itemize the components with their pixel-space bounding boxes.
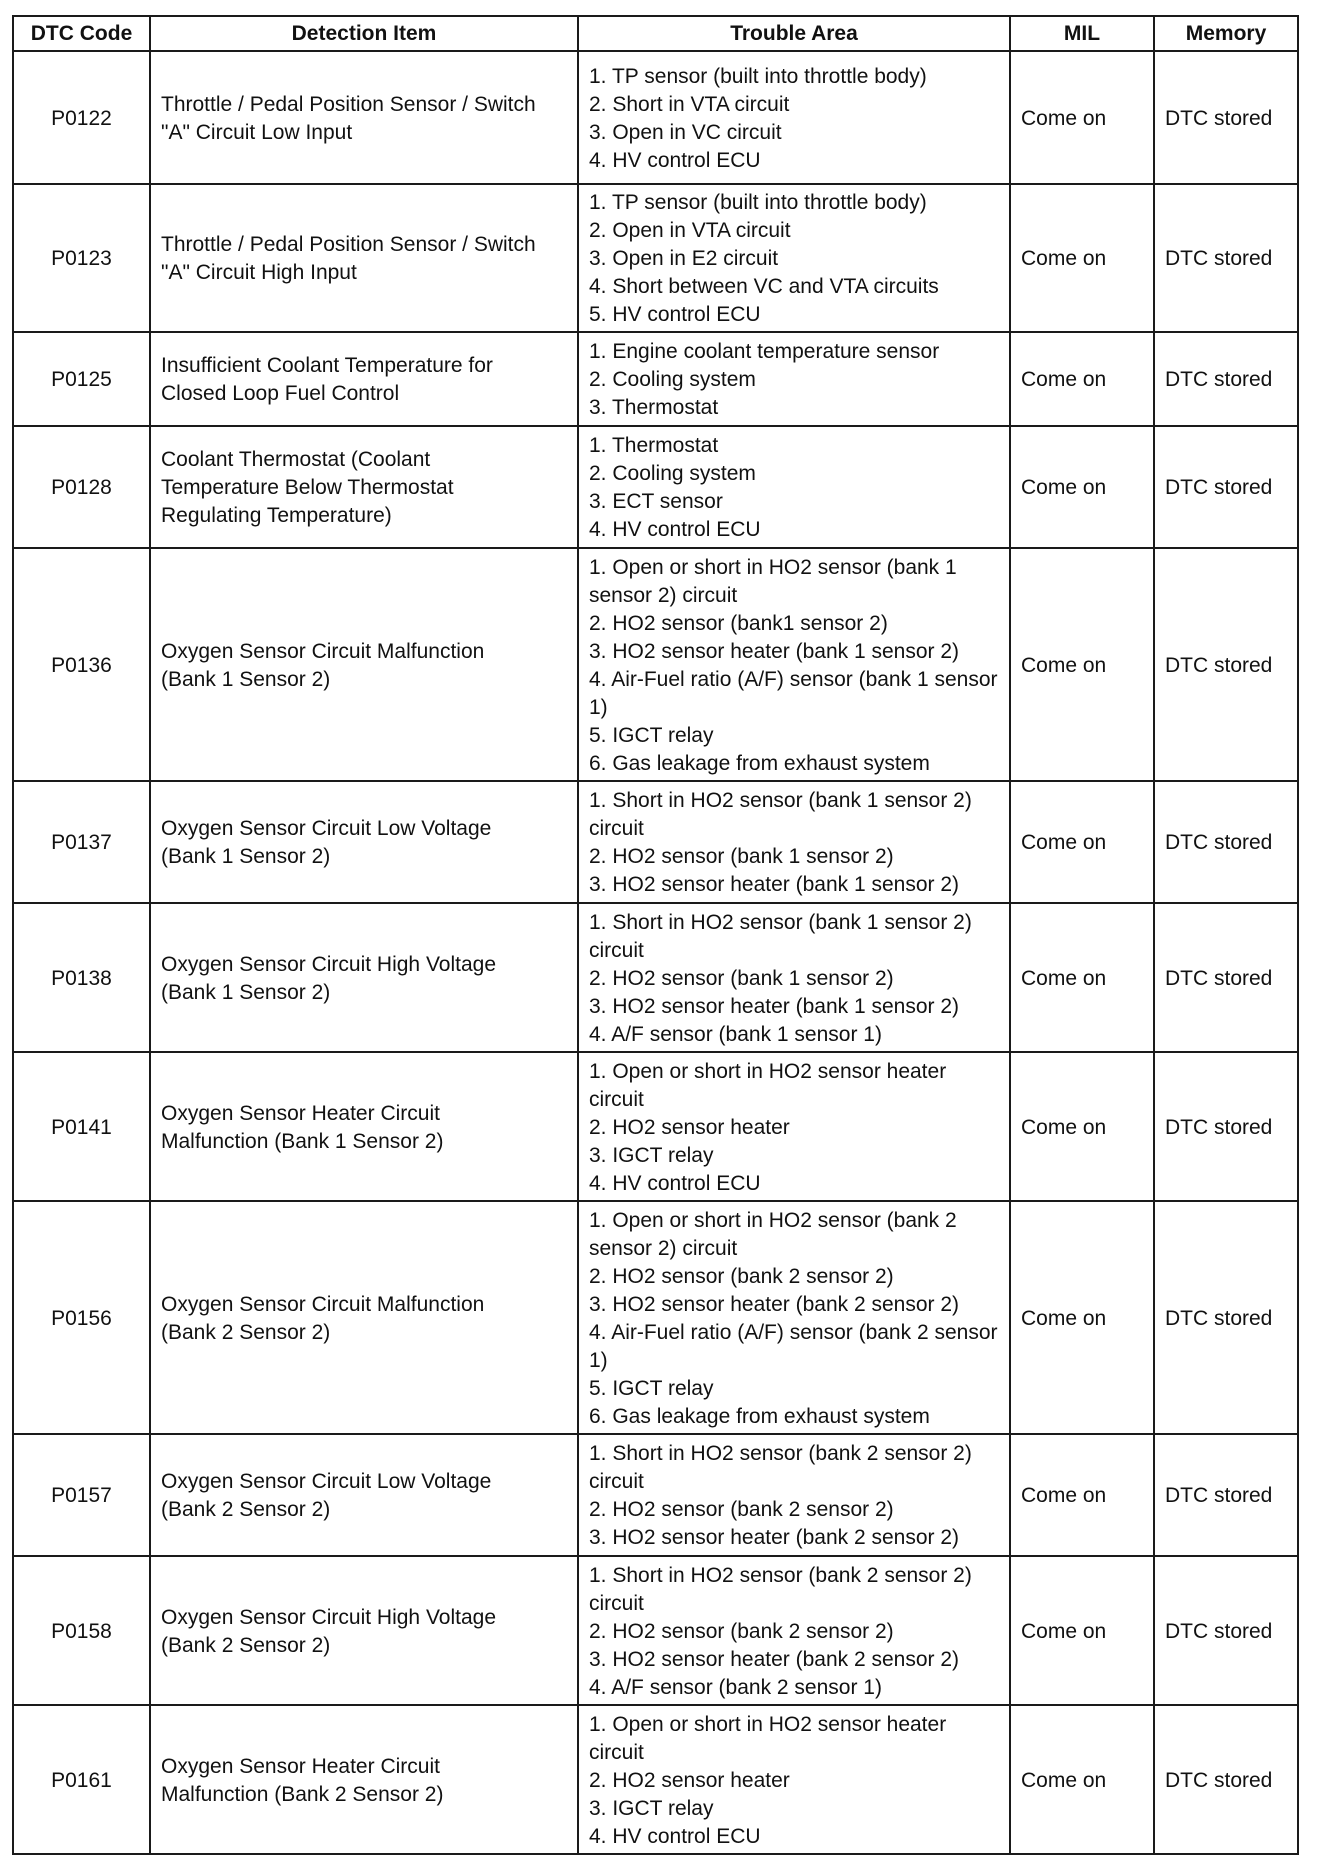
mil-cell: Come on — [1010, 903, 1154, 1052]
trouble-area-item: 3. IGCT relay — [589, 1143, 714, 1167]
mil-cell: Come on — [1010, 332, 1154, 426]
table-row — [13, 1201, 1298, 1434]
mil-cell: Come on — [1010, 548, 1154, 781]
memory-cell: DTC stored — [1154, 1434, 1298, 1556]
trouble-area-item: 2. HO2 sensor (bank1 sensor 2) — [589, 611, 888, 635]
detection-item-cell: Oxygen Sensor Circuit Low Voltage (Bank 1 Sensor 2) — [150, 781, 578, 903]
trouble-area-item: 4. HV control ECU — [589, 1824, 761, 1848]
trouble-area-item: 3. HO2 sensor heater (bank 1 sensor 2) — [589, 873, 960, 896]
trouble-area-item: 2. HO2 sensor heater — [589, 1115, 790, 1139]
dtc-code-cell: P0128 — [13, 426, 150, 548]
trouble-area-item: 1. Engine coolant temperature sensor — [589, 340, 940, 363]
trouble-area-item: 3. IGCT relay — [589, 1796, 714, 1820]
trouble-area-item: 4. A/F sensor (bank 2 sensor 1) — [589, 1675, 882, 1699]
trouble-area-item: 6. Gas leakage from exhaust system — [589, 1404, 930, 1428]
mil-cell: Come on — [1010, 184, 1154, 332]
trouble-area-cell — [578, 903, 1010, 1052]
header-mil: MIL — [1010, 16, 1154, 51]
trouble-area-item: 4. Air-Fuel ratio (A/F) sensor (bank 2 sensor 1) — [589, 1320, 998, 1372]
detection-item-cell: Coolant Thermostat (Coolant Temperature Below Thermostat Regulating Temperature) — [150, 426, 578, 548]
trouble-area-cell — [578, 548, 1010, 781]
memory-cell: DTC stored — [1154, 184, 1298, 332]
trouble-area-item: 1. TP sensor (built into throttle body) — [589, 191, 927, 214]
header-row — [13, 16, 1298, 51]
dtc-table — [12, 15, 1299, 1855]
trouble-area-item: 4. Short between VC and VTA circuits — [589, 275, 939, 298]
trouble-area-item: 2. HO2 sensor (bank 1 sensor 2) — [589, 845, 894, 868]
trouble-area-item: 2. HO2 sensor (bank 1 sensor 2) — [589, 966, 894, 990]
dtc-code-cell: P0136 — [13, 548, 150, 781]
mil-cell: Come on — [1010, 51, 1154, 184]
trouble-area-item: 4. A/F sensor (bank 1 sensor 1) — [589, 1022, 882, 1046]
table-row — [13, 332, 1298, 426]
trouble-area-item: 4. Air-Fuel ratio (A/F) sensor (bank 1 sensor 1) — [589, 667, 998, 719]
trouble-area-cell — [578, 1556, 1010, 1705]
dtc-code-cell: P0157 — [13, 1434, 150, 1556]
trouble-area-item: 2. Cooling system — [589, 462, 756, 485]
trouble-area-item: 3. Thermostat — [589, 396, 719, 419]
dtc-code-cell: P0158 — [13, 1556, 150, 1705]
trouble-area-cell — [578, 184, 1010, 332]
memory-cell: DTC stored — [1154, 548, 1298, 781]
memory-cell: DTC stored — [1154, 781, 1298, 903]
memory-cell: DTC stored — [1154, 426, 1298, 548]
trouble-area-item: 4. HV control ECU — [589, 148, 761, 172]
mil-cell: Come on — [1010, 1052, 1154, 1201]
memory-cell: DTC stored — [1154, 1556, 1298, 1705]
memory-cell: DTC stored — [1154, 903, 1298, 1052]
mil-cell: Come on — [1010, 426, 1154, 548]
trouble-area-item: 2. HO2 sensor heater — [589, 1768, 790, 1792]
trouble-area-item: 2. Open in VTA circuit — [589, 219, 791, 242]
trouble-area-cell — [578, 426, 1010, 548]
detection-item-cell: Oxygen Sensor Heater Circuit Malfunction (Bank 2 Sensor 2) — [150, 1705, 578, 1854]
trouble-area-item: 1. Open or short in HO2 sensor heater circuit — [589, 1712, 947, 1764]
trouble-area-cell — [578, 1052, 1010, 1201]
trouble-area-cell — [578, 51, 1010, 184]
trouble-area-item: 3. HO2 sensor heater (bank 2 sensor 2) — [589, 1292, 960, 1316]
trouble-area-cell — [578, 332, 1010, 426]
detection-item-cell: Oxygen Sensor Heater Circuit Malfunction (Bank 1 Sensor 2) — [150, 1052, 578, 1201]
header-detection-item: Detection Item — [150, 16, 578, 51]
trouble-area-item: 1. Short in HO2 sensor (bank 2 sensor 2) circuit — [589, 1563, 972, 1615]
dtc-code-cell: P0125 — [13, 332, 150, 426]
table-row — [13, 1705, 1298, 1854]
trouble-area-item: 1. Short in HO2 sensor (bank 2 sensor 2) circuit — [589, 1442, 972, 1493]
trouble-area-cell — [578, 781, 1010, 903]
dtc-code-cell: P0123 — [13, 184, 150, 332]
trouble-area-item: 3. HO2 sensor heater (bank 2 sensor 2) — [589, 1647, 960, 1671]
trouble-area-cell — [578, 1201, 1010, 1434]
table-row — [13, 184, 1298, 332]
memory-cell: DTC stored — [1154, 51, 1298, 184]
dtc-code-cell: P0161 — [13, 1705, 150, 1854]
trouble-area-item: 2. HO2 sensor (bank 2 sensor 2) — [589, 1264, 894, 1288]
table-row — [13, 548, 1298, 781]
table-body — [13, 51, 1298, 1854]
mil-cell: Come on — [1010, 1201, 1154, 1434]
trouble-area-item: 1. Open or short in HO2 sensor (bank 2 sensor 2) circuit — [589, 1208, 957, 1260]
trouble-area-item: 2. Short in VTA circuit — [589, 92, 790, 116]
trouble-area-item: 1. Thermostat — [589, 434, 719, 457]
detection-item-cell: Throttle / Pedal Position Sensor / Switch "A" Circuit High Input — [150, 184, 578, 332]
mil-cell: Come on — [1010, 1556, 1154, 1705]
dtc-code-cell: P0156 — [13, 1201, 150, 1434]
detection-item-cell: Oxygen Sensor Circuit Malfunction (Bank 1 Sensor 2) — [150, 548, 578, 781]
trouble-area-item: 3. ECT sensor — [589, 490, 723, 513]
trouble-area-item: 4. HV control ECU — [589, 518, 761, 541]
mil-cell: Come on — [1010, 1434, 1154, 1556]
detection-item-cell: Oxygen Sensor Circuit High Voltage (Bank 1 Sensor 2) — [150, 903, 578, 1052]
trouble-area-item: 2. Cooling system — [589, 368, 756, 391]
trouble-area-item: 1. TP sensor (built into throttle body) — [589, 64, 927, 88]
table-header — [13, 16, 1298, 51]
trouble-area-item: 1. Short in HO2 sensor (bank 1 sensor 2) circuit — [589, 910, 972, 962]
dtc-code-cell: P0122 — [13, 51, 150, 184]
memory-cell: DTC stored — [1154, 1052, 1298, 1201]
trouble-area-item: 1. Open or short in HO2 sensor (bank 1 sensor 2) circuit — [589, 555, 957, 607]
detection-item-cell: Insufficient Coolant Temperature for Closed Loop Fuel Control — [150, 332, 578, 426]
trouble-area-item: 6. Gas leakage from exhaust system — [589, 751, 930, 775]
trouble-area-item: 1. Short in HO2 sensor (bank 1 sensor 2) circuit — [589, 789, 972, 840]
detection-item-cell: Oxygen Sensor Circuit Low Voltage (Bank 2 Sensor 2) — [150, 1434, 578, 1556]
trouble-area-item: 1. Open or short in HO2 sensor heater circuit — [589, 1059, 947, 1111]
header-memory: Memory — [1154, 16, 1298, 51]
trouble-area-item: 3. Open in E2 circuit — [589, 247, 779, 270]
table-row — [13, 781, 1298, 903]
memory-cell: DTC stored — [1154, 332, 1298, 426]
trouble-area-item: 2. HO2 sensor (bank 2 sensor 2) — [589, 1498, 894, 1521]
dtc-code-cell: P0141 — [13, 1052, 150, 1201]
trouble-area-item: 5. IGCT relay — [589, 1376, 714, 1400]
trouble-area-cell — [578, 1434, 1010, 1556]
dtc-code-cell: P0138 — [13, 903, 150, 1052]
detection-item-cell: Oxygen Sensor Circuit High Voltage (Bank 2 Sensor 2) — [150, 1556, 578, 1705]
table-row — [13, 1434, 1298, 1556]
trouble-area-cell — [578, 1705, 1010, 1854]
trouble-area-item: 3. Open in VC circuit — [589, 120, 782, 144]
mil-cell: Come on — [1010, 1705, 1154, 1854]
trouble-area-item: 4. HV control ECU — [589, 1171, 761, 1195]
trouble-area-item: 5. HV control ECU — [589, 303, 761, 326]
trouble-area-item: 5. IGCT relay — [589, 723, 714, 747]
table-row — [13, 426, 1298, 548]
mil-cell: Come on — [1010, 781, 1154, 903]
trouble-area-item: 3. HO2 sensor heater (bank 1 sensor 2) — [589, 639, 960, 663]
memory-cell: DTC stored — [1154, 1705, 1298, 1854]
table-row — [13, 1556, 1298, 1705]
table-row — [13, 1052, 1298, 1201]
trouble-area-item: 3. HO2 sensor heater (bank 1 sensor 2) — [589, 994, 960, 1018]
dtc-code-cell: P0137 — [13, 781, 150, 903]
detection-item-cell: Oxygen Sensor Circuit Malfunction (Bank 2 Sensor 2) — [150, 1201, 578, 1434]
trouble-area-item: 3. HO2 sensor heater (bank 2 sensor 2) — [589, 1526, 960, 1549]
detection-item-cell: Throttle / Pedal Position Sensor / Switch "A" Circuit Low Input — [150, 51, 578, 184]
memory-cell: DTC stored — [1154, 1201, 1298, 1434]
table-row — [13, 51, 1298, 184]
header-dtc-code: DTC Code — [13, 16, 150, 51]
header-trouble-area: Trouble Area — [578, 16, 1010, 51]
table-row — [13, 903, 1298, 1052]
trouble-area-item: 2. HO2 sensor (bank 2 sensor 2) — [589, 1619, 894, 1643]
